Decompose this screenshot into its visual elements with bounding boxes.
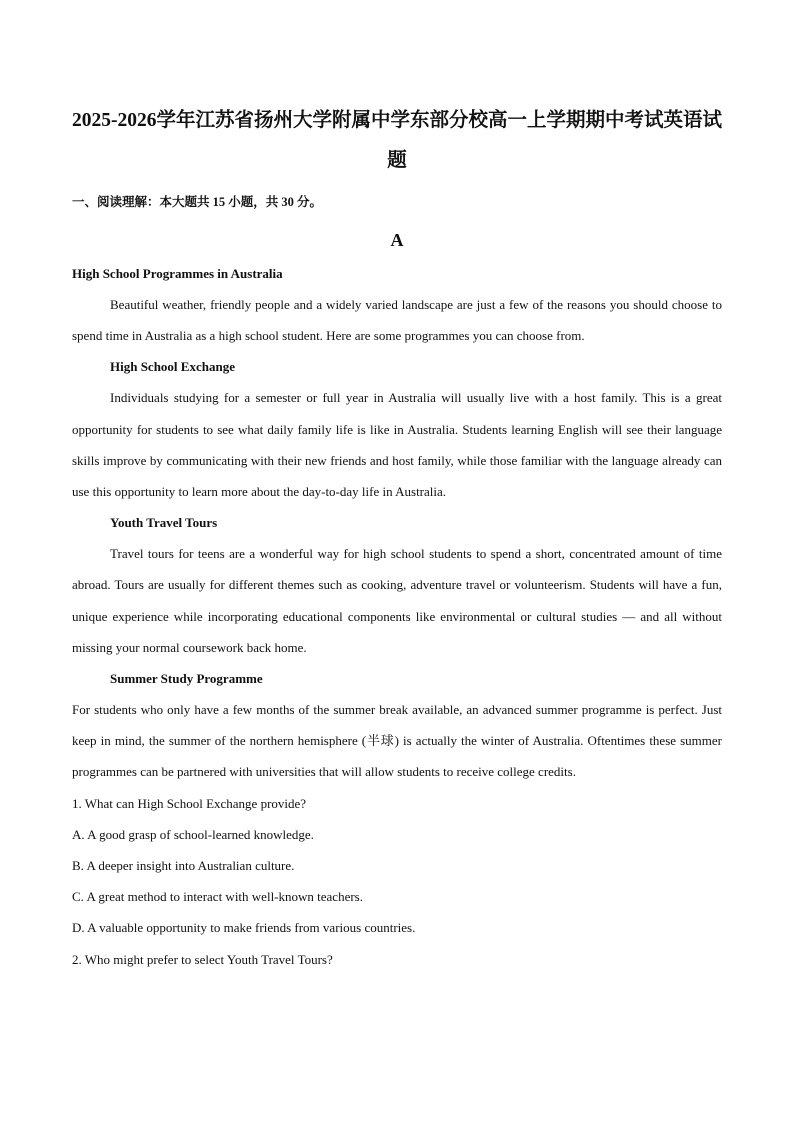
section-text-tours: Travel tours for teens are a wonderful way for high school students to spend a short, concentrated amount of time abroad. Tours are usually for different themes such as cooking, adventure travel or volunteerism. Students will have a fun, unique experience while incorporating educational components like environmental or cultural studies — and all without missing your normal coursework back home.	[72, 546, 722, 655]
question-1-option-d: D. A valuable opportunity to make friends from various countries.	[72, 920, 416, 936]
question-1-option-a: A. A good grasp of school-learned knowledge.	[72, 826, 314, 842]
section-heading: 一、阅读理解：本大题共 15 小题，共 30 分。	[72, 195, 323, 209]
section-heading-summer: Summer Study Programme	[110, 671, 263, 687]
section-text-summer: For students who only have a few months of the summer break available, an advanced summer programme is perfect. Just keep in mind, the summer of the northern hemisphere (半球) is actually the winter of Australia. Oftentimes these summer programmes can be partnered with universities that will allow students to receive college credits.	[72, 702, 722, 780]
question-2: 2. Who might prefer to select Youth Travel Tours?	[72, 951, 333, 967]
exam-title: 2025-2026学年江苏省扬州大学附属中学东部分校高一上学期期中考试英语试题	[72, 110, 722, 171]
question-1-option-b: B. A deeper insight into Australian culture.	[72, 858, 295, 874]
intro-paragraph: Beautiful weather, friendly people and a widely varied landscape are just a few of the reasons you should choose to spend time in Australia as a high school student. Here are some programmes you can choose from.	[72, 297, 722, 344]
passage-letter: A	[390, 230, 404, 250]
question-1-option-c: C. A great method to interact with well-known teachers.	[72, 889, 363, 905]
passage-title: High School Programmes in Australia	[72, 266, 283, 281]
question-1: 1. What can High School Exchange provide?	[72, 795, 307, 811]
section-text-exchange: Individuals studying for a semester or full year in Australia will usually live with a host family. This is a great opportunity for students to see what daily family life is like in Australia. Students learning English will see their language skills improve by communicating with their new friends and host family, while those familiar with the language already can use this opportunity to learn more about the day-to-day life in Australia.	[72, 390, 722, 500]
section-heading-tours: Youth Travel Tours	[110, 515, 218, 531]
section-heading-exchange: High School Exchange	[110, 359, 235, 375]
